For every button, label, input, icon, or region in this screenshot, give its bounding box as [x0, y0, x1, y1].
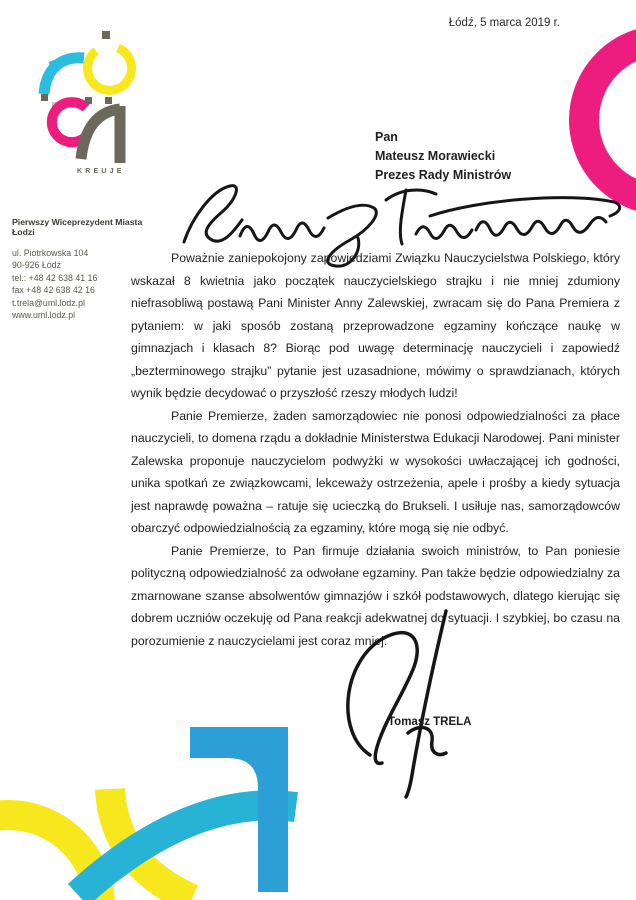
recipient-line-pan: Pan: [375, 130, 398, 144]
recipient-block: [375, 128, 511, 185]
logo-accent-square-left: [41, 94, 48, 101]
handwritten-salutation: [178, 178, 630, 272]
recipient-line-name: Mateusz Morawiecki: [375, 149, 496, 163]
date-line: Łódź, 5 marca 2019 r.: [448, 17, 560, 29]
paragraph-3: Panie Premierze, to Pan firmuje działania swoich ministrów, to Pan poniesie polityczną odpowiedzialność za odwołane egzaminy. Pan także będzie odpowiedzialny za zmarnowane szanse absolwentów gimnazjów i szkół podstawowych, dlatego kierując się dobrem uczniów oczekuję od Pana reakcji adekwatnej do sytuacji. I szybkiej, bo czasu na porozumienie z nauczycielami jest coraz mniej.: [131, 543, 620, 648]
sender-street: ul. Piotrkowska 104: [12, 248, 89, 258]
handwritten-signature: [318, 605, 498, 800]
sender-title: Pierwszy Wiceprezydent Miasta Łodzi: [12, 217, 143, 237]
paragraph-1: Poważnie zaniepokojony zapowiedziami Związku Nauczycielstwa Polskiego, który wskazał 8 kwietnia jako początek nauczycielskiego strajku i nie mniej zdumiony niefrasobliwą postawą Pani Minister Anny Zalewskiej, zwracam się do Pana Premiera z pytaniem: w jaki sposób zostaną przeprowadzone egzaminy kończące naukę w gimnazjach i klasach 8? Biorąc pod uwagę determinację nauczycieli i zapowiedź „bezterminowego strajku” pytanie jest uzasadnione, mówimy o sprawdzianach, których wynik będzie decydować o przyszłość rzeszy młodych ludzi!: [131, 251, 620, 400]
logo-accent-square-z: [105, 97, 112, 104]
logo-accent-square-mid: [85, 97, 92, 104]
logo-accent-square-o: [102, 31, 110, 39]
bottom-decoration: [0, 715, 320, 900]
sender-fax: fax +48 42 638 42 16: [12, 285, 95, 296]
lodz-kreuje-logo: [30, 28, 140, 178]
sender-phone: tel.: +48 42 638 41 16: [12, 272, 98, 283]
pink-ring-arc: [584, 40, 636, 200]
letter-body: [131, 247, 620, 652]
logo-caption: KREUJE: [77, 168, 125, 175]
recipient-line-title: Prezes Rady Ministrów: [375, 168, 512, 182]
sender-website: www.uml.lodz.pl: [12, 310, 76, 321]
logo-letter-z-gray: [81, 106, 120, 163]
logo-letter-o-yellow: [88, 48, 132, 90]
signature-name: Tomasz TRELA: [388, 716, 472, 728]
sender-email: t.trela@uml.lodz.pl: [12, 297, 85, 308]
sender-city: 90-926 Łódź: [12, 260, 61, 271]
sender-address-block: [12, 247, 132, 321]
paragraph-2: Panie Premierze, żaden samorządowiec nie ponosi odpowiedzialności za płace nauczycieli, to domena rządu a dokładnie Ministerstwa Edukacji Narodowej. Pani minister Zalewska proponuje nauczycielom podwyżki w wysokości uwłaczającej ich godności, unika spotkań ze związkowcami, lekceważy ostrzeżenia, apele i prośby a kiedy sytuacja jest naprawdę poważna – ratuje się ucieczką do Brukseli. I usiłuje nas, samorządowców obarczyć odpowiedzialnością za egzaminy, które mogą się nie odbyć.: [131, 408, 620, 535]
